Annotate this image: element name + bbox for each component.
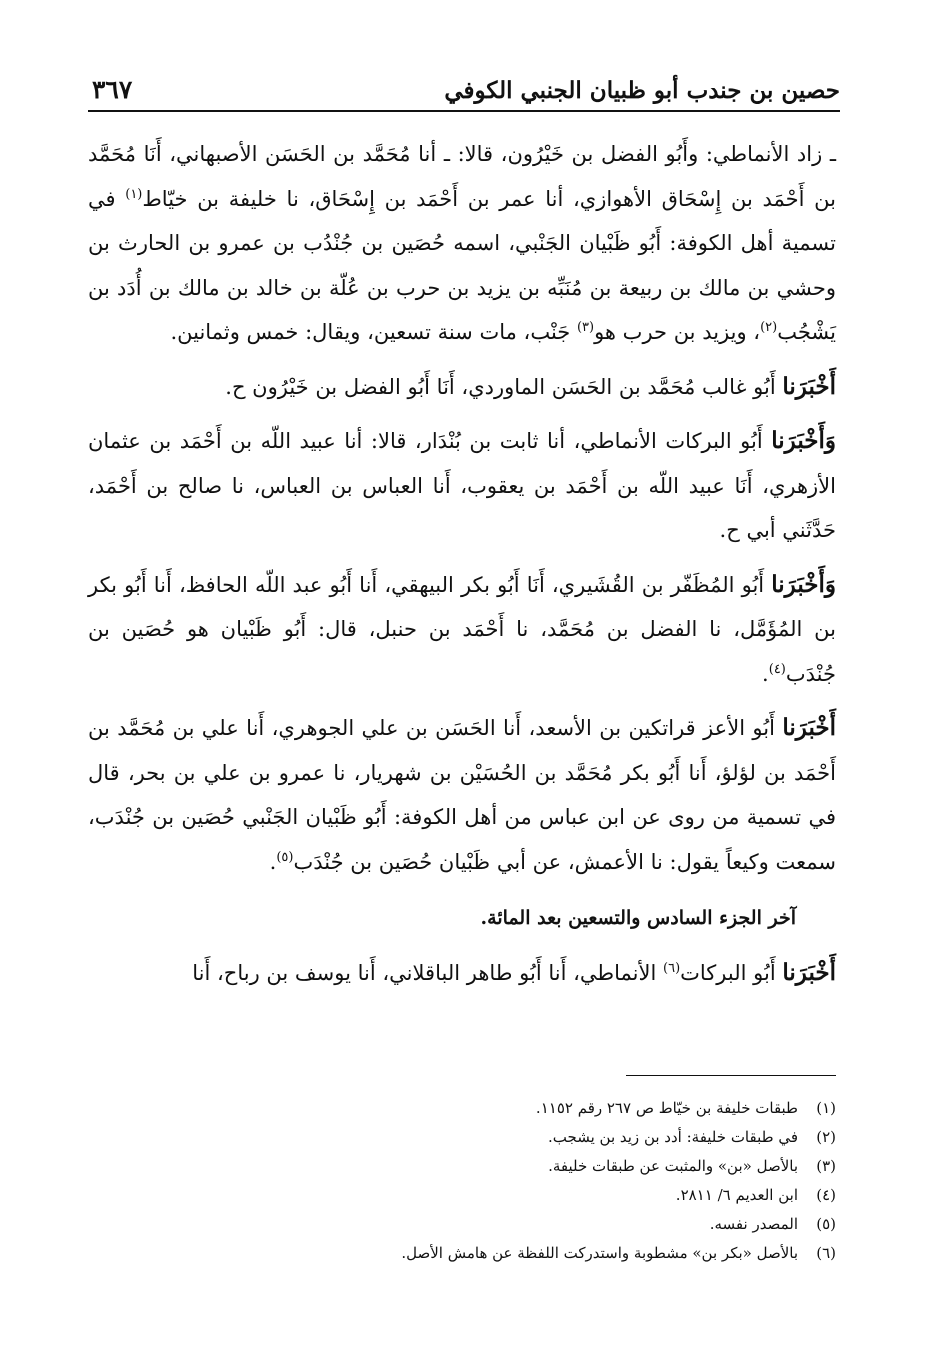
paragraph-2: [88, 365, 836, 410]
paragraph-6: [88, 951, 836, 996]
footnote-number: (٥): [816, 1215, 836, 1233]
footnote-ref-3[interactable]: (٣): [576, 320, 595, 335]
footnote-text: المصدر نفسه.: [709, 1215, 798, 1233]
akhbarana-heading: وَأَخْبَرَنا: [771, 427, 836, 454]
paragraph-4: [88, 563, 836, 697]
footnote-divider: [626, 1075, 836, 1076]
footnote-ref-6[interactable]: (٦): [663, 960, 681, 976]
footnote-text: طبقات خليفة بن خيّاط ص ٢٦٧ رقم ١١٥٢.: [535, 1099, 798, 1117]
running-title: حصين بن جندب أبو ظبيان الجنبي الكوفي: [444, 77, 840, 104]
paragraph-text: في تسمية أهل الكوفة: أَبُو ظَبْيان الجَنْبي، اسمه حُصَين بن جُنْدُب بن عمرو بن الحارث بن وحشي بن مالك بن ربيعة بن مُنَبِّه بن يزيد بن حرب بن عُلّة بن خالد بن مالك بن أُدَد بن يَشْجُب: [88, 186, 836, 344]
akhbarana-heading: وَأَخْبَرَنا: [771, 570, 836, 598]
footnote-number: (١): [816, 1099, 836, 1117]
paragraph-text: أَبُو غالب مُحَمَّد بن الحَسَن الماوردي، أَنَا أَبُو الفضل بن خَيْرُون ح.: [225, 374, 783, 399]
paragraph-text: الأنماطي، أَنا أَبُو طاهر الباقلاني، أَنا يوسف بن رباح، أَنا: [192, 960, 663, 985]
main-text: [88, 132, 836, 995]
paragraph-text: أَبُو المُظَفّر بن القُشَيري، أَنَا أَبُو بكر البيهقي، أَنا أَبُو عبد اللّه الحافظ، أَنا أَبُو بكر بن المُؤَمَّل، نا الفضل بن مُحَمَّد، نا أَحْمَد بن حنبل، قال: أَبُو ظَبْيان هو حُصَين بن جُنْدَب: [88, 572, 836, 686]
paragraph-text: ـ زاد الأنماطي: وأَبُو الفضل بن خَيْرُون، قالا: ـ أنا مُحَمَّد بن الحَسَن الأصبهاني، أَنَا مُحَمَّد بن أَحْمَد بن إِسْحَاق الأهوازي، أنا عمر بن أَحْمَد بن إِسْحَاق، نا خليفة بن خيّاط: [88, 142, 836, 211]
akhbarana-heading: أَخْبَرَنا: [782, 372, 836, 400]
footnote-1: [88, 1094, 836, 1123]
akhbarana-heading: أَخْبَرَنا: [782, 958, 836, 986]
footnote-ref-2[interactable]: (٢): [760, 320, 778, 335]
footnote-ref-4[interactable]: (٤): [768, 661, 786, 677]
paragraph-text: ، ويزيد بن حرب هو: [594, 320, 761, 344]
footnote-text: في طبقات خليفة: أدد بن زيد بن يشجب.: [548, 1128, 798, 1146]
paragraph-text: أَبُو البركات: [680, 960, 783, 985]
paragraph-3: [88, 419, 836, 553]
akhbarana-heading: أَخْبَرَنا: [782, 714, 836, 741]
section-end-note: آخر الجزء السادس والتسعين بعد المائة.: [480, 907, 796, 929]
page-header: [88, 70, 840, 112]
footnote-3: [88, 1152, 836, 1181]
page-number: ٣٦٧: [92, 75, 133, 104]
footnote-text: ابن العديم ٦/ ٢٨١١.: [675, 1186, 798, 1204]
footnote-text: بالأصل «بن» والمثبت عن طبقات خليفة.: [548, 1157, 798, 1175]
paragraph-end: .: [269, 849, 277, 874]
footnote-ref-1[interactable]: (١): [125, 186, 143, 202]
footnote-number: (٤): [816, 1186, 836, 1204]
footnote-2: [88, 1123, 836, 1152]
footnotes: [88, 1094, 836, 1268]
footnote-ref-5[interactable]: (٥): [276, 849, 294, 865]
paragraph-5: [88, 706, 836, 884]
paragraph-text: جَنْب، مات سنة تسعين، ويقال: خمس وثمانين.: [170, 320, 577, 344]
paragraph-1: [88, 132, 836, 355]
paragraph-text: أَبُو البركات الأنماطي، أنا ثابت بن بُنْدَار، قالا: أنا عبيد اللّه بن أَحْمَد بن عثمان الأزهري، أَنَا عبيد اللّه بن أَحْمَد بن يعقوب، أَنا العباس بن العباس، نا صالح بن أَحْمَد، حَدَّثَني أبي ح.: [88, 429, 836, 542]
paragraph-end: .: [762, 661, 769, 686]
footnote-text: بالأصل «بكر بن» مشطوبة واستدركت اللفظة عن هامش الأصل.: [401, 1244, 798, 1262]
footnote-4: [88, 1181, 836, 1210]
footnote-6: [88, 1239, 836, 1268]
footnote-number: (٣): [816, 1157, 836, 1175]
paragraph-text: أَبُو الأعز قراتكين بن الأسعد، أَنا الحَسَن بن علي الجوهري، أَنا علي بن مُحَمَّد بن أَحْمَد بن لؤلؤ، أَنا أَبُو بكر مُحَمَّد بن الحُسَيْن بن شهريار، نا عمرو بن علي بن بحر، قال في تسمية من روى عن ابن عباس من أهل الكوفة: أَبُو ظَبْيان الجَنْبي حُصَين بن جُنْدَب، سمعت وكيعاً يقول: نا الأعمش، عن أبي ظَبْيان حُصَين بن جُنْدَب: [88, 716, 836, 874]
footnote-number: (٢): [816, 1128, 836, 1146]
footnote-5: [88, 1210, 836, 1239]
footnote-number: (٦): [816, 1244, 836, 1262]
